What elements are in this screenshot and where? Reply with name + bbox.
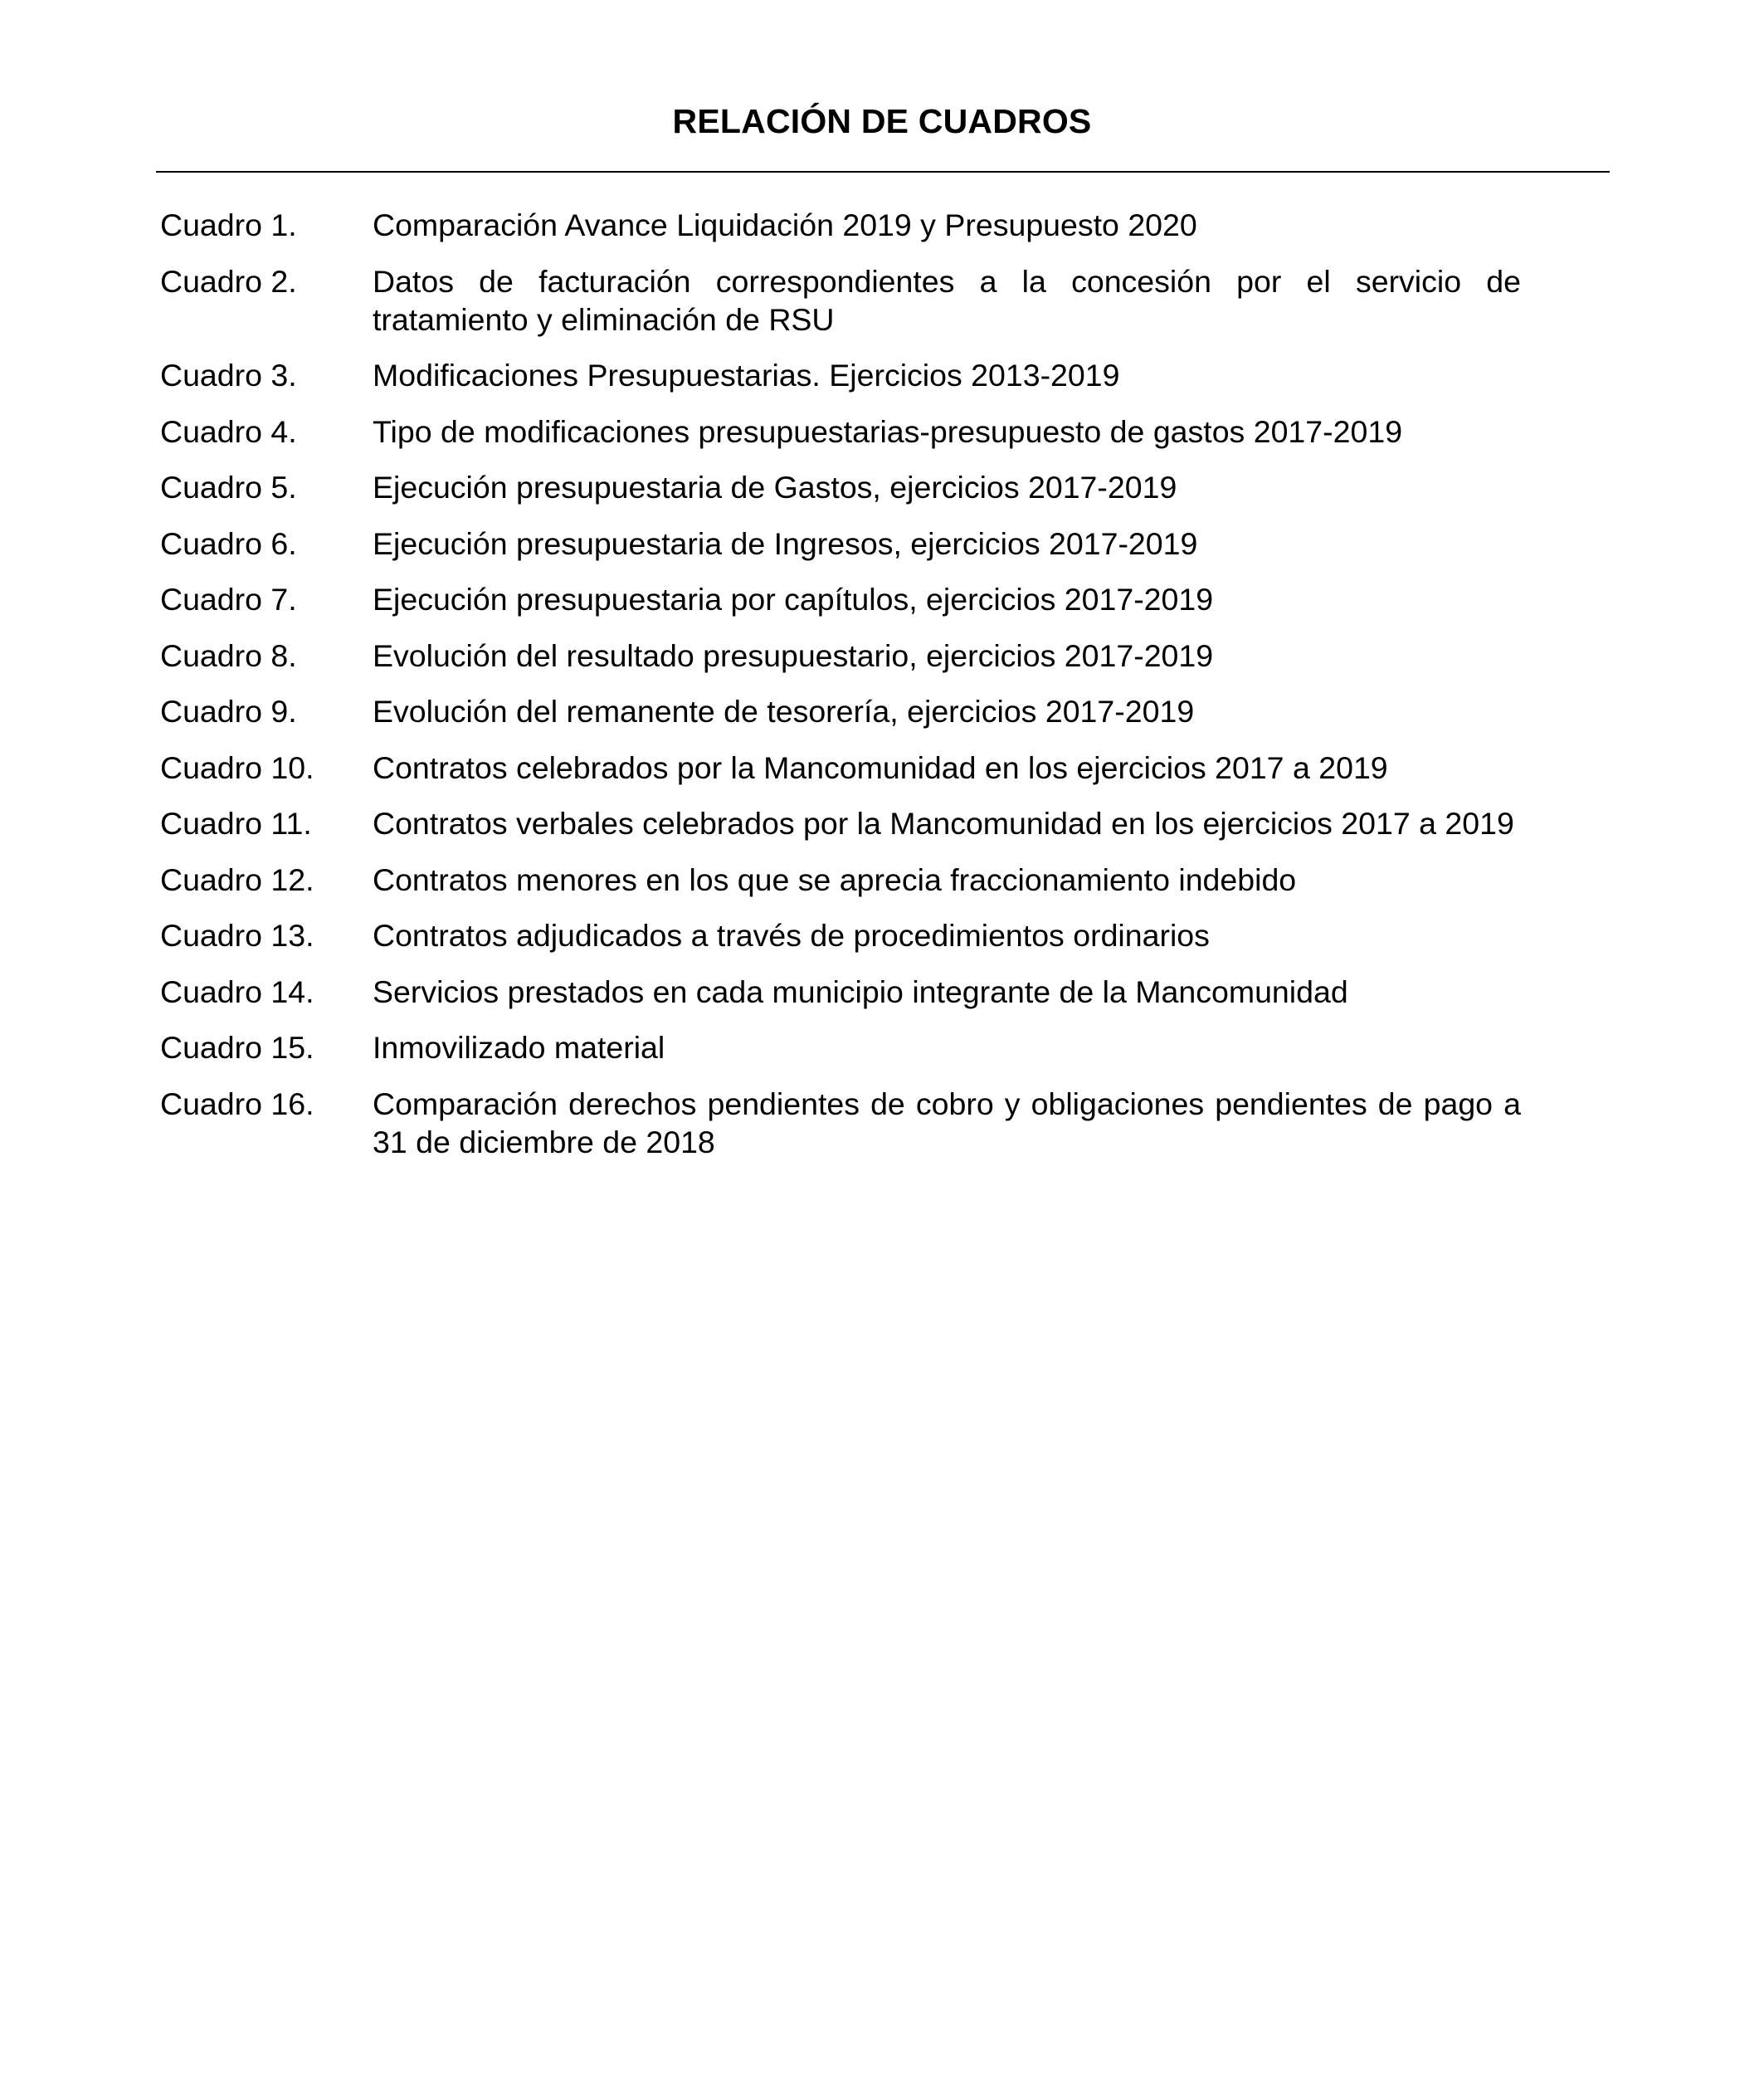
toc-entry-5 (160, 468, 1521, 506)
entry-label: Cuadro 2. (160, 263, 297, 299)
entry-label: Cuadro 10. (160, 749, 314, 785)
entry-label: Cuadro 8. (160, 637, 297, 673)
toc-entry-11 (160, 804, 1521, 842)
entry-title: Contratos menores en los que se aprecia fraccionamiento indebido (373, 861, 1297, 897)
toc-entry-3 (160, 356, 1521, 394)
entry-title: Ejecución presupuestaria por capítulos, ejercicios 2017-2019 (373, 582, 1214, 617)
entry-label: Cuadro 13. (160, 918, 314, 953)
entry-label: Cuadro 6. (160, 525, 297, 561)
entry-label: Cuadro 11. (160, 806, 312, 841)
entry-label: Cuadro 5. (160, 470, 297, 505)
entry-label: Cuadro 9. (160, 694, 297, 729)
entry-title: Tipo de modificaciones presupuestarias-presupuesto de gastos 2017-2019 (373, 413, 1403, 449)
entry-title: Evolución del remanente de tesorería, ejercicios 2017-2019 (373, 694, 1195, 729)
entry-title: Comparación derechos pendientes de cobro y obligaciones pendientes de pago a 31 de diciembre de 2018 (373, 1086, 1521, 1159)
entry-label: Cuadro 16. (160, 1086, 314, 1121)
entry-title: Modificaciones Presupuestarias. Ejercicios 2013-2019 (373, 358, 1120, 393)
entry-title: Ejecución presupuestaria de Gastos, ejercicios 2017-2019 (373, 470, 1177, 505)
toc-entry-15 (160, 1028, 1521, 1066)
toc-entry-14 (160, 973, 1521, 1011)
entry-label: Cuadro 15. (160, 1030, 314, 1065)
entry-label: Cuadro 7. (160, 582, 297, 617)
toc-entry-10 (160, 749, 1521, 787)
toc-entry-8 (160, 637, 1521, 675)
toc-entry-6 (160, 525, 1521, 563)
entry-title: Contratos adjudicados a través de procedimientos ordinarios (373, 918, 1210, 953)
table-of-contents (160, 206, 1521, 1161)
page-title: RELACIÓN DE CUADROS (672, 102, 1092, 140)
toc-entry-7 (160, 580, 1521, 618)
toc-entry-4 (160, 412, 1521, 451)
entry-title: Comparación Avance Liquidación 2019 y Presupuesto 2020 (373, 207, 1197, 242)
entry-title: Contratos verbales celebrados por la Mancomunidad en los ejercicios 2017 a 2019 (373, 806, 1514, 841)
entry-title: Inmovilizado material (373, 1030, 665, 1065)
toc-entry-1 (160, 206, 1521, 244)
entry-label: Cuadro 12. (160, 861, 314, 897)
entry-title: Ejecución presupuestaria de Ingresos, ejercicios 2017-2019 (373, 525, 1198, 561)
entry-label: Cuadro 3. (160, 358, 297, 393)
toc-entry-9 (160, 692, 1521, 730)
entry-label: Cuadro 4. (160, 413, 297, 449)
title-divider (156, 171, 1610, 173)
toc-entry-16 (160, 1085, 1521, 1161)
toc-entry-13 (160, 916, 1521, 954)
entry-title: Contratos celebrados por la Mancomunidad en los ejercicios 2017 a 2019 (373, 749, 1388, 785)
entry-label: Cuadro 1. (160, 207, 297, 242)
entry-title: Servicios prestados en cada municipio integrante de la Mancomunidad (373, 974, 1348, 1009)
toc-entry-12 (160, 861, 1521, 899)
entry-label: Cuadro 14. (160, 974, 314, 1009)
toc-entry-2 (160, 262, 1521, 339)
entry-title: Evolución del resultado presupuestario, ejercicios 2017-2019 (373, 637, 1214, 673)
entry-title: Datos de facturación correspondientes a la concesión por el servicio de tratamiento y eliminación de RSU (373, 263, 1521, 337)
